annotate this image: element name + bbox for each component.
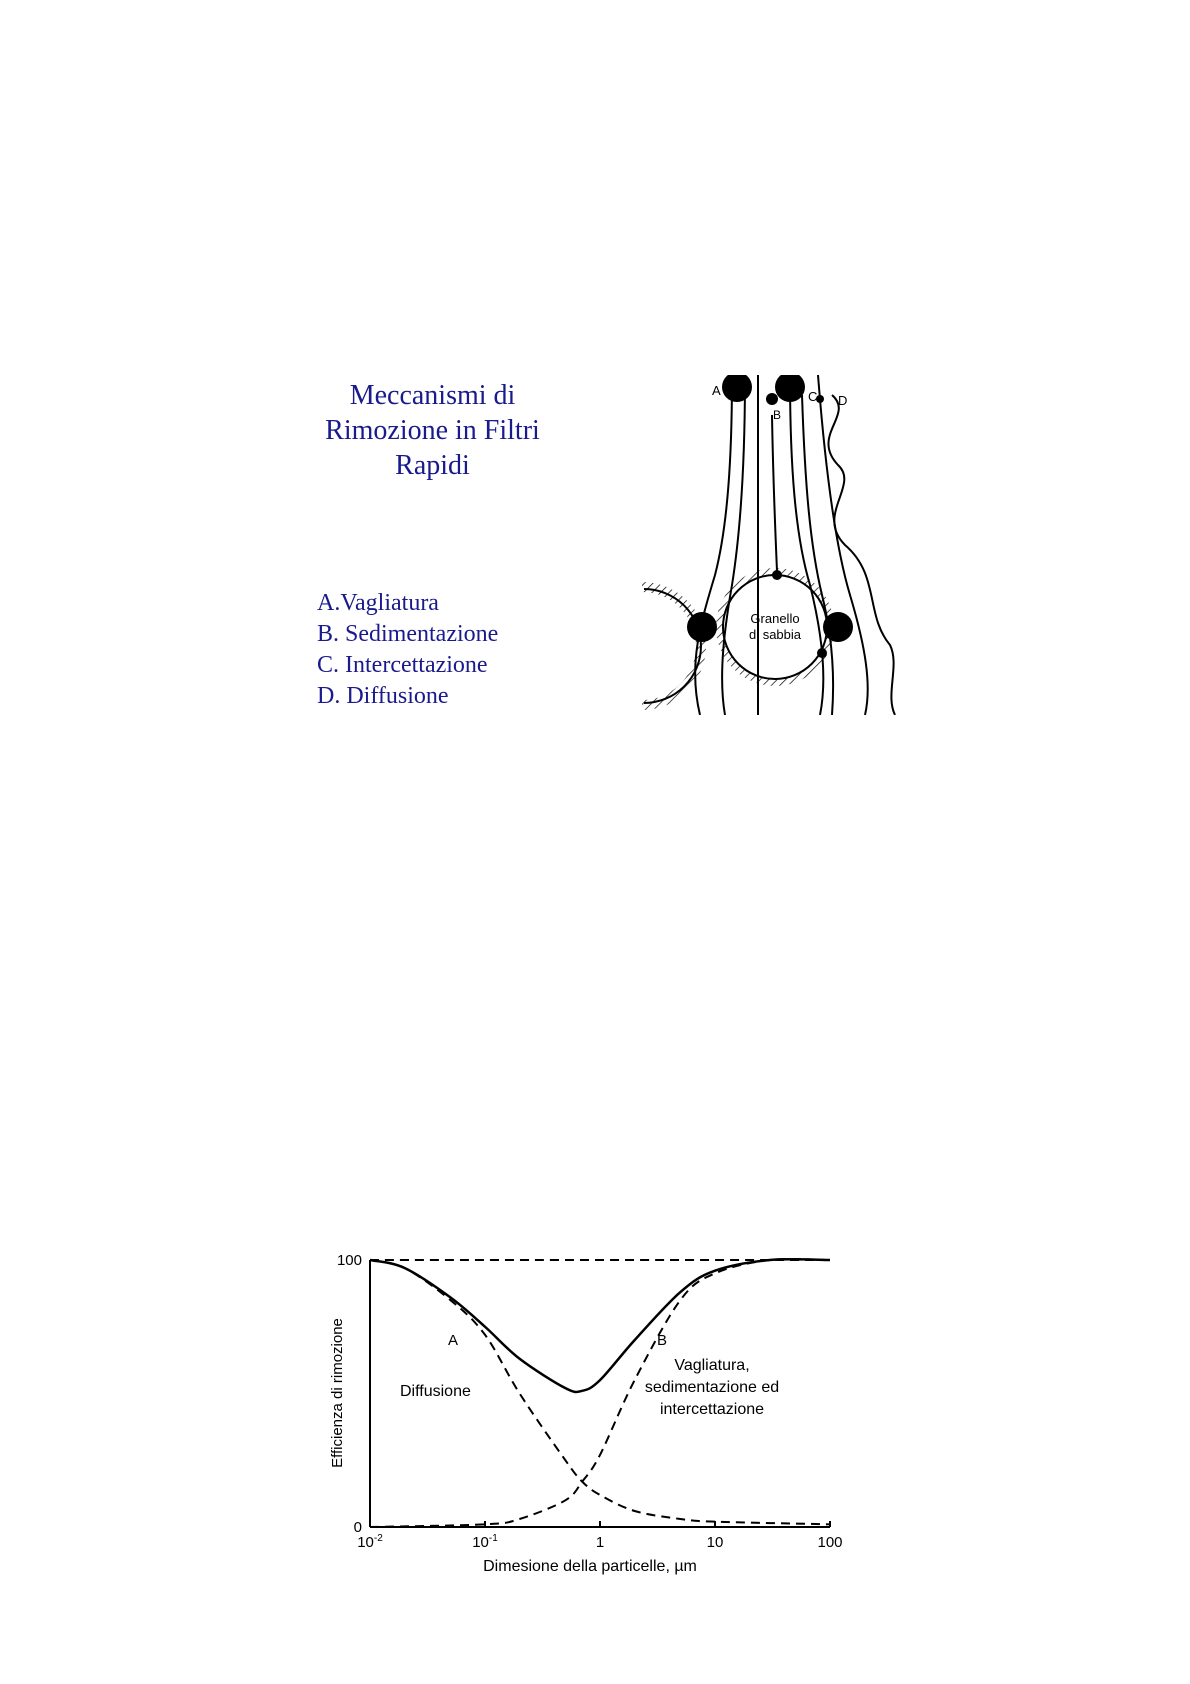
particle-a — [722, 375, 752, 402]
mechanism-list — [317, 588, 498, 712]
title-line-1: Meccanismi di — [349, 380, 516, 411]
mechanism-item-a: A.Vagliatura — [317, 590, 439, 616]
y-tick-100: 100 — [336, 1252, 362, 1269]
diffusion-path — [828, 395, 895, 715]
curve-label-a: A — [448, 1332, 459, 1349]
diagram-label-b: B — [773, 408, 782, 422]
captured-particle-a — [687, 612, 717, 642]
diagram-label-a: A — [712, 383, 721, 398]
sieving-annotation-1: Vagliatura, — [674, 1357, 750, 1374]
sieving-annotation-3: intercettazione — [659, 1401, 765, 1418]
series-line-totale — [370, 1259, 830, 1392]
grain-label-line-2: di sabbia — [748, 627, 802, 642]
sedimentation-path — [772, 415, 777, 571]
captured-particle-d — [817, 648, 827, 658]
title-line-2: Rimozione in Filtri — [325, 415, 540, 446]
x-tick-label: $10^{-2}$ — [357, 1533, 383, 1551]
slide-title — [290, 378, 575, 483]
grain-label-line-1: Granello — [750, 611, 800, 626]
streamline-6 — [818, 375, 868, 715]
x-tick-label: 10 — [706, 1534, 724, 1551]
captured-particle-c — [823, 612, 853, 642]
captured-particle-b — [772, 570, 782, 580]
left-grain-hatch — [642, 587, 701, 705]
filtration-diagram — [640, 375, 910, 715]
y-tick-0: 0 — [353, 1519, 362, 1536]
x-tick-group — [357, 1521, 842, 1551]
title-line-3: Rapidi — [395, 450, 470, 481]
left-grain-outline — [644, 589, 701, 703]
particle-c — [775, 375, 805, 402]
mechanism-item-c: C. Intercettazione — [317, 652, 488, 678]
x-tick-label: 1 — [595, 1534, 605, 1551]
sieving-annotation-2: sedimentazione ed — [644, 1379, 780, 1396]
x-axis-label: Dimesione della particelle, µm — [483, 1558, 697, 1575]
efficiency-chart — [320, 1245, 870, 1585]
particle-b — [766, 393, 778, 405]
x-tick-label: $10^{-1}$ — [472, 1533, 498, 1551]
diagram-label-c: C — [808, 389, 818, 404]
x-tick-label: 100 — [817, 1534, 843, 1551]
diffusion-annotation: Diffusione — [400, 1383, 471, 1400]
y-axis-label: Efficienza di rimozione — [329, 1318, 346, 1468]
curve-label-b: B — [657, 1332, 668, 1349]
diagram-label-d: D — [838, 393, 848, 408]
mechanism-item-d: D. Diffusione — [317, 683, 449, 709]
mechanism-item-b: B. Sedimentazione — [317, 621, 499, 647]
